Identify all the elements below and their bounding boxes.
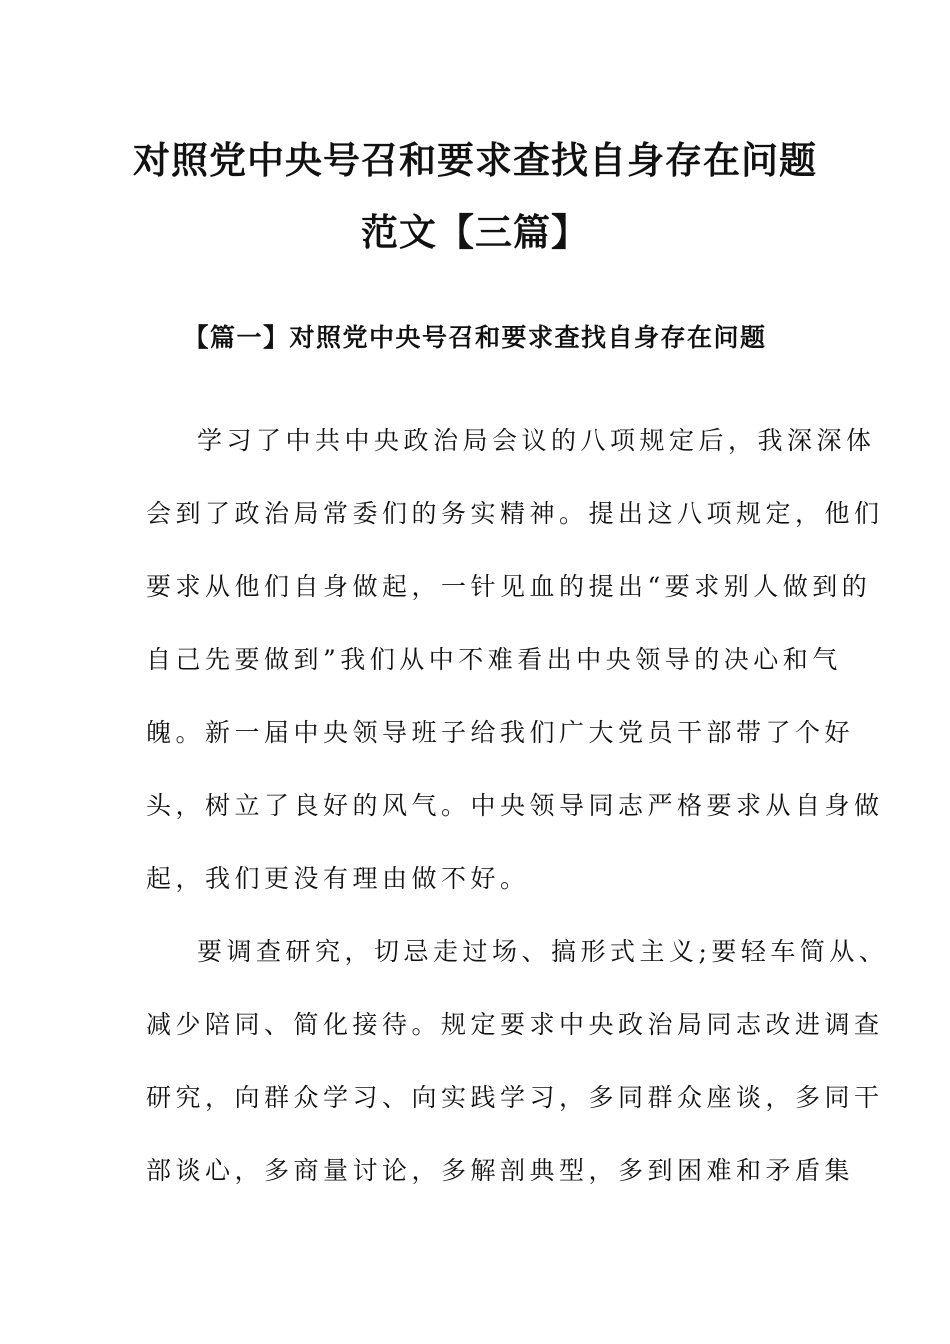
body-line-10: 研究，向群众学习、向实践学习，多同群众座谈，多同干 — [146, 1083, 884, 1112]
body-line-7: 起，我们更没有理由做不好。 — [146, 864, 530, 893]
body-line-5: 魄。新一届中央领导班子给我们广大党员干部带了个好 — [146, 718, 855, 747]
body-line-6: 头，树立了良好的风气。中央领导同志严格要求从自身做 — [146, 791, 884, 820]
body-line-1: 学习了中共中央政治局会议的八项规定后，我深深体 — [197, 426, 876, 455]
document-title-line-1: 对照党中央号召和要求查找自身存在问题 — [133, 139, 817, 182]
document-title-line-2: 范文【三篇】 — [361, 211, 589, 254]
body-line-8: 要调查研究，切忌走过场、搞形式主义;要轻车简从、 — [197, 937, 889, 966]
body-line-2: 会到了政治局常委们的务实精神。提出这八项规定，他们 — [146, 499, 884, 528]
body-line-11: 部谈心，多商量讨论，多解剖典型，多到困难和矛盾集 — [146, 1156, 855, 1185]
body-line-4: 自己先要做到”我们从中不难看出中央领导的决心和气 — [146, 645, 842, 674]
body-line-9: 减少陪同、简化接待。规定要求中央政治局同志改进调查 — [146, 1010, 884, 1039]
section-heading: 【篇一】对照党中央号召和要求查找自身存在问题 — [183, 323, 767, 352]
body-line-3: 要求从他们自身做起，一针见血的提出“要求别人做到的 — [146, 572, 872, 601]
